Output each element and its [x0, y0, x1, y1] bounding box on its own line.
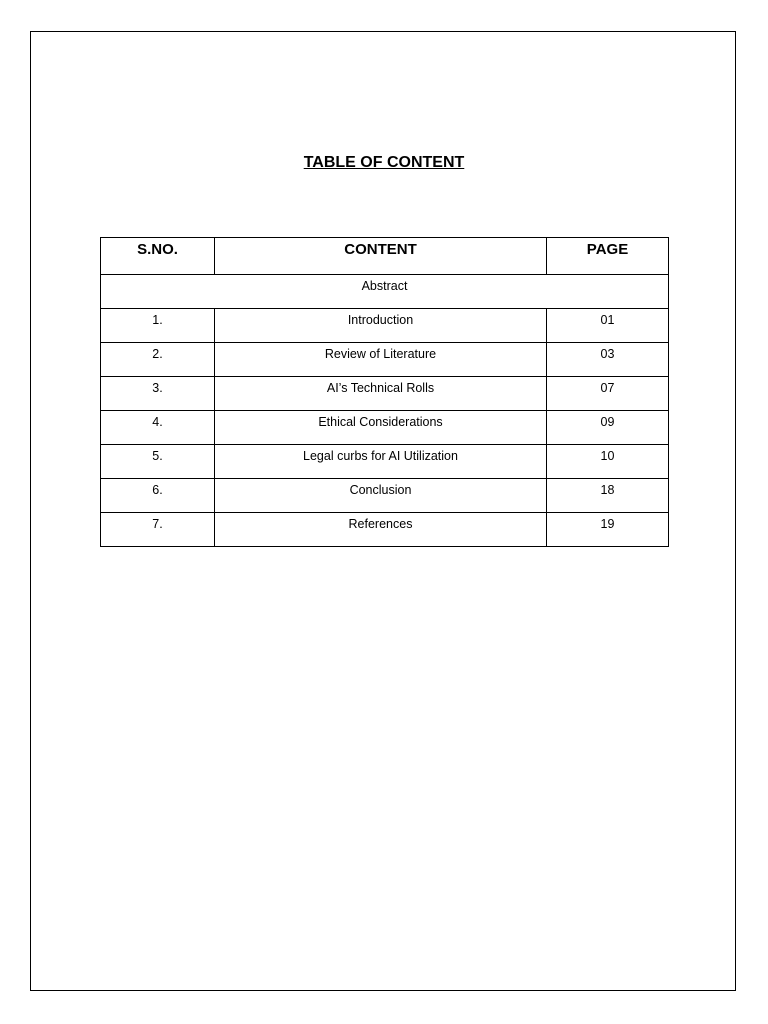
page-title: TABLE OF CONTENT: [303, 154, 465, 171]
row-content: Legal curbs for AI Utilization: [215, 445, 547, 479]
row-page: 01: [547, 309, 669, 343]
row-page: 18: [547, 479, 669, 513]
row-page: 03: [547, 343, 669, 377]
row-content: Review of Literature: [215, 343, 547, 377]
table-row: [101, 513, 669, 547]
table-header-row: [101, 238, 669, 275]
row-sno: 6.: [101, 479, 215, 513]
header-sno: S.NO.: [101, 238, 215, 275]
row-sno: 7.: [101, 513, 215, 547]
table-of-contents: [100, 237, 669, 547]
row-page: 09: [547, 411, 669, 445]
row-sno: 3.: [101, 377, 215, 411]
row-content: Introduction: [215, 309, 547, 343]
row-page: 19: [547, 513, 669, 547]
header-content: CONTENT: [215, 238, 547, 275]
row-page: 07: [547, 377, 669, 411]
abstract-row: [101, 275, 669, 309]
row-content: AI’s Technical Rolls: [215, 377, 547, 411]
row-page: 10: [547, 445, 669, 479]
table-row: [101, 309, 669, 343]
table-row: [101, 343, 669, 377]
abstract-cell: Abstract: [101, 275, 669, 309]
row-sno: 2.: [101, 343, 215, 377]
table-row: [101, 479, 669, 513]
row-sno: 5.: [101, 445, 215, 479]
header-page: PAGE: [547, 238, 669, 275]
row-content: Ethical Considerations: [215, 411, 547, 445]
row-content: Conclusion: [215, 479, 547, 513]
row-sno: 1.: [101, 309, 215, 343]
table-row: [101, 445, 669, 479]
table-row: [101, 411, 669, 445]
row-sno: 4.: [101, 411, 215, 445]
row-content: References: [215, 513, 547, 547]
table-row: [101, 377, 669, 411]
